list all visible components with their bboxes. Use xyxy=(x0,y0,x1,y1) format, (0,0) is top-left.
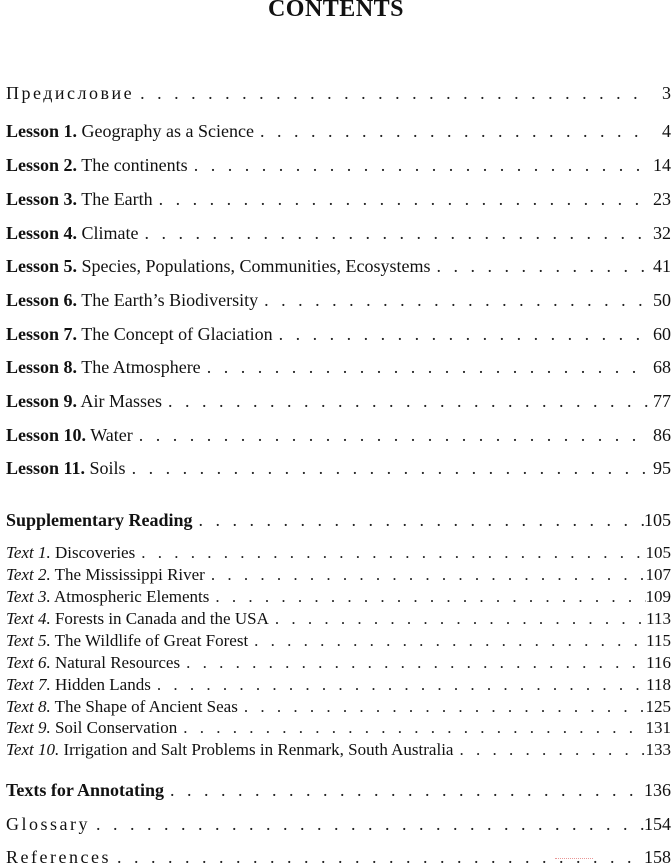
text-number: Text 2. xyxy=(6,565,51,584)
toc-entry-lesson[interactable] xyxy=(6,289,671,311)
toc-page-number: 14 xyxy=(653,155,671,175)
toc-entry-lesson[interactable] xyxy=(6,222,671,244)
toc-entry-references[interactable] xyxy=(6,846,671,868)
lesson-number: Lesson 2. xyxy=(6,155,78,175)
toc-entry-text[interactable] xyxy=(6,543,671,563)
text-number: Text 8. xyxy=(6,697,51,716)
toc-page-number: 105 xyxy=(644,510,671,530)
dot-leader xyxy=(133,424,649,446)
toc-entry-text[interactable] xyxy=(6,740,671,760)
dot-leader xyxy=(273,323,649,345)
text-title: Hidden Lands xyxy=(54,675,151,694)
toc-entry-preface[interactable] xyxy=(6,82,671,104)
toc-page-number: 136 xyxy=(644,780,671,800)
text-title: Soil Conservation xyxy=(54,718,178,737)
toc-page-number: 115 xyxy=(646,631,671,650)
toc-page-number: 125 xyxy=(645,697,671,716)
lesson-number: Lesson 7. xyxy=(6,324,78,344)
toc-page-number: 154 xyxy=(644,814,671,834)
toc-entry-text[interactable] xyxy=(6,697,671,717)
dot-leader xyxy=(153,188,649,210)
lesson-number: Lesson 11. xyxy=(6,458,86,478)
toc-page-number: 77 xyxy=(653,391,671,411)
dot-leader xyxy=(188,154,649,176)
section-label: References xyxy=(6,847,111,867)
text-title: Forests in Canada and the USA xyxy=(54,609,269,628)
page-title: CONTENTS xyxy=(267,0,405,22)
dot-leader xyxy=(90,813,644,835)
lesson-number: Lesson 10. xyxy=(6,425,87,445)
dot-leader xyxy=(134,82,649,104)
dot-leader xyxy=(269,609,646,629)
toc-entry-text[interactable] xyxy=(6,565,671,585)
toc-entry-lesson[interactable] xyxy=(6,154,671,176)
dot-leader xyxy=(248,631,646,651)
dot-leader xyxy=(135,543,645,563)
section-label: Glossary xyxy=(6,814,90,834)
lesson-title: Soils xyxy=(89,458,126,478)
text-title: Irrigation and Salt Problems in Renmark, South Australia xyxy=(63,740,454,759)
dot-leader xyxy=(453,740,645,760)
toc-entry-lesson[interactable] xyxy=(6,255,671,277)
lesson-number: Lesson 3. xyxy=(6,189,78,209)
toc-page-number: 109 xyxy=(645,587,671,606)
toc-page-number: 50 xyxy=(653,290,671,310)
lesson-number: Lesson 4. xyxy=(6,223,78,243)
toc-entry-text[interactable] xyxy=(6,631,671,651)
text-title: The Mississippi River xyxy=(54,565,205,584)
toc-entry-text[interactable] xyxy=(6,675,671,695)
lesson-title: Air Masses xyxy=(80,391,163,411)
lesson-title: The continents xyxy=(81,155,188,175)
text-number: Text 3. xyxy=(6,587,51,606)
lesson-title: The Earth’s Biodiversity xyxy=(81,290,259,310)
text-title: Discoveries xyxy=(54,543,136,562)
toc-page-number: 116 xyxy=(646,653,671,672)
text-number: Text 4. xyxy=(6,609,51,628)
toc-entry-lesson[interactable] xyxy=(6,457,671,479)
dot-leader xyxy=(205,565,646,585)
lesson-number: Lesson 9. xyxy=(6,391,78,411)
toc-page-number: 158 xyxy=(644,847,671,867)
dot-leader xyxy=(162,390,649,412)
text-title: Atmospheric Elements xyxy=(54,587,210,606)
toc-page-number: 118 xyxy=(646,675,671,694)
text-title: The Shape of Ancient Seas xyxy=(54,697,238,716)
dot-leader xyxy=(139,222,649,244)
dot-leader xyxy=(164,779,644,801)
lesson-title: The Concept of Glaciation xyxy=(81,324,273,344)
toc-entry-lesson[interactable] xyxy=(6,323,671,345)
lesson-title: Species, Populations, Communities, Ecosystems xyxy=(81,256,431,276)
text-number: Text 10. xyxy=(6,740,60,759)
toc-entry-lesson[interactable] xyxy=(6,424,671,446)
toc-entry-label: Предисловие xyxy=(6,83,135,103)
dot-leader xyxy=(151,675,646,695)
lesson-title: The Earth xyxy=(81,189,153,209)
toc-page-number: 131 xyxy=(645,718,671,737)
text-number: Text 5. xyxy=(6,631,51,650)
toc-page-number: 23 xyxy=(653,189,671,209)
toc-entry-text[interactable] xyxy=(6,718,671,738)
section-label: Supplementary Reading xyxy=(6,510,193,530)
text-number: Text 6. xyxy=(6,653,51,672)
dot-leader xyxy=(209,587,645,607)
dot-leader xyxy=(126,457,649,479)
toc-page-number: 86 xyxy=(653,425,671,445)
dot-leader xyxy=(254,120,649,142)
toc-page-number: 41 xyxy=(653,256,671,276)
text-number: Text 1. xyxy=(6,543,51,562)
section-label: Texts for Annotating xyxy=(6,780,165,800)
text-number: Text 7. xyxy=(6,675,51,694)
toc-page-number: 68 xyxy=(653,357,671,377)
dot-leader xyxy=(111,846,644,868)
toc-page-number: 95 xyxy=(653,458,671,478)
toc-entry-supplementary-reading[interactable] xyxy=(6,509,671,531)
lesson-number: Lesson 8. xyxy=(6,357,78,377)
toc-page-number: 105 xyxy=(645,543,671,562)
toc-entry-texts-for-annotating[interactable] xyxy=(6,779,671,801)
lesson-title: Geography as a Science xyxy=(81,121,254,141)
toc-page-number: 133 xyxy=(645,740,671,759)
dot-leader xyxy=(258,289,649,311)
lesson-number: Lesson 1. xyxy=(6,121,78,141)
toc-entry-lesson[interactable] xyxy=(6,120,671,142)
toc-entry-glossary[interactable] xyxy=(6,813,671,835)
toc-entry-text[interactable] xyxy=(6,653,671,673)
dot-leader xyxy=(238,697,646,717)
toc-entry-text[interactable] xyxy=(6,609,671,629)
toc-entry-lesson[interactable] xyxy=(6,188,671,210)
toc-entry-lesson[interactable] xyxy=(6,390,671,412)
lesson-number: Lesson 5. xyxy=(6,256,78,276)
toc-page-number: 4 xyxy=(662,121,671,141)
lesson-title: Water xyxy=(90,425,133,445)
scan-mark xyxy=(555,858,593,861)
dot-leader xyxy=(180,653,646,673)
toc-page-number: 107 xyxy=(645,565,671,584)
toc-entry-text[interactable] xyxy=(6,587,671,607)
toc-entry-lesson[interactable] xyxy=(6,356,671,378)
dot-leader xyxy=(193,509,644,531)
toc-page-number: 60 xyxy=(653,324,671,344)
dot-leader xyxy=(177,718,645,738)
lesson-number: Lesson 6. xyxy=(6,290,78,310)
text-number: Text 9. xyxy=(6,718,51,737)
text-title: Natural Resources xyxy=(54,653,181,672)
dot-leader xyxy=(431,255,649,277)
toc-page-number: 3 xyxy=(662,83,671,103)
text-title: The Wildlife of Great Forest xyxy=(54,631,249,650)
lesson-title: The Atmosphere xyxy=(81,357,201,377)
lesson-title: Climate xyxy=(81,223,139,243)
toc-page-number: 32 xyxy=(653,223,671,243)
dot-leader xyxy=(201,356,649,378)
toc-page-number: 113 xyxy=(646,609,671,628)
